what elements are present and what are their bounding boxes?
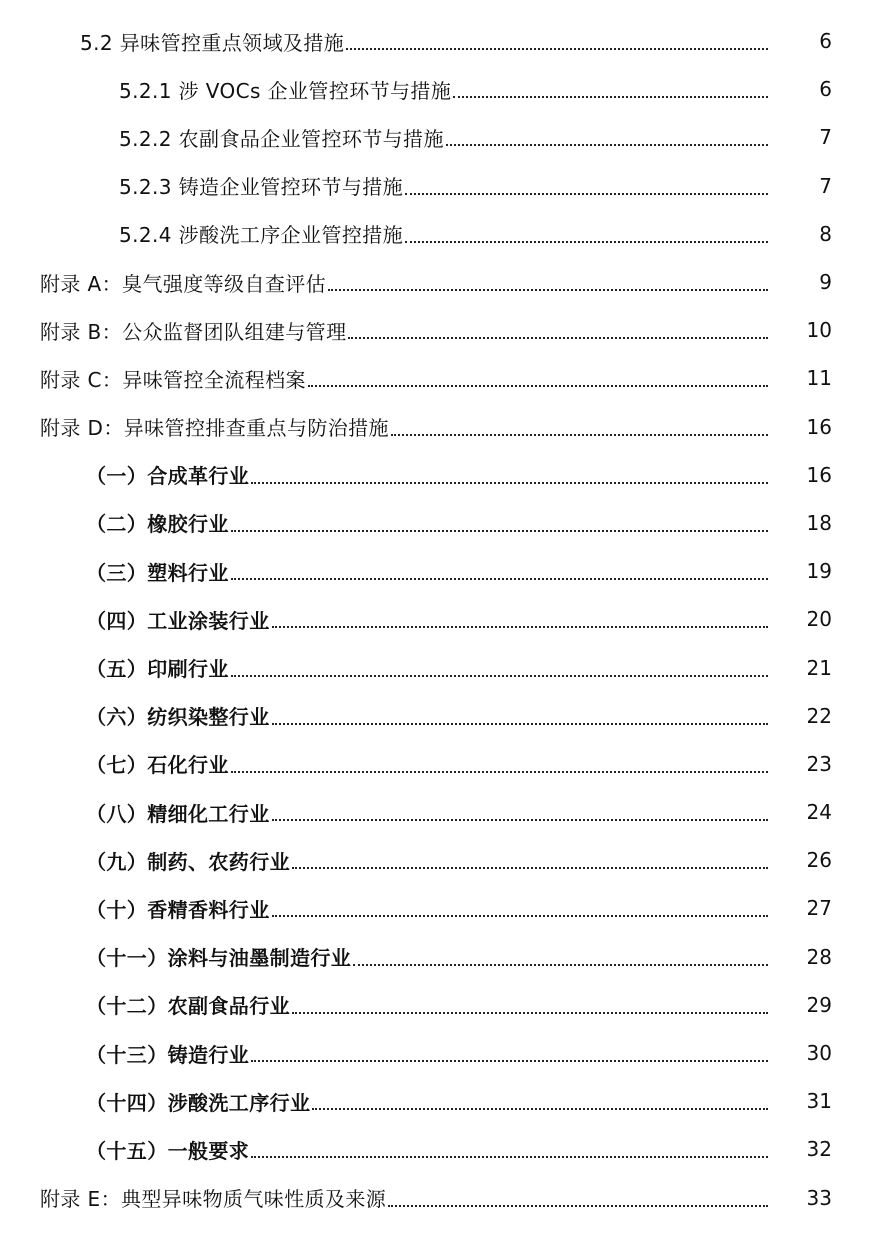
toc-entry-title: （三）塑料行业 xyxy=(86,560,229,585)
dot-leader xyxy=(328,289,768,291)
dot-leader xyxy=(231,675,768,677)
toc-entry[interactable] xyxy=(0,499,892,547)
toc-entry-page-number: 16 xyxy=(806,414,832,439)
toc-entry[interactable] xyxy=(0,981,892,1029)
toc-entry[interactable] xyxy=(0,210,892,258)
dot-leader xyxy=(251,1060,768,1062)
dot-leader xyxy=(251,482,768,484)
toc-entry-title: 附录 A：臭气强度等级自查评估 xyxy=(40,271,327,296)
toc-entry[interactable] xyxy=(0,595,892,643)
toc-entry-page-number: 8 xyxy=(819,221,832,246)
dot-leader xyxy=(308,385,768,387)
toc-entry-page-number: 33 xyxy=(806,1185,832,1210)
toc-entry-page-number: 32 xyxy=(806,1137,832,1162)
dot-leader xyxy=(272,819,768,821)
toc-entry-title: 附录 E：典型异味物质气味性质及来源 xyxy=(40,1187,387,1212)
toc-entry[interactable] xyxy=(0,836,892,884)
toc-entry[interactable] xyxy=(0,788,892,836)
toc-entry-page-number: 6 xyxy=(819,77,832,102)
dot-leader xyxy=(272,723,768,725)
toc-entry[interactable] xyxy=(0,933,892,981)
toc-entry-title: （十二）农副食品行业 xyxy=(86,994,290,1019)
toc-entry-title: （五）印刷行业 xyxy=(86,657,229,682)
dot-leader xyxy=(312,1108,768,1110)
dot-leader xyxy=(391,434,768,436)
toc-entry-page-number: 16 xyxy=(806,462,832,487)
toc-entry[interactable] xyxy=(0,17,892,65)
toc-entry-page-number: 22 xyxy=(806,703,832,728)
dot-leader xyxy=(292,1012,768,1014)
toc-entry-page-number: 9 xyxy=(819,270,832,295)
dot-leader xyxy=(405,241,768,243)
toc-entry-page-number: 19 xyxy=(806,559,832,584)
toc-entry[interactable] xyxy=(0,740,892,788)
toc-entry-title: （四）工业涂装行业 xyxy=(86,608,270,633)
dot-leader xyxy=(231,578,768,580)
toc-entry[interactable] xyxy=(0,354,892,402)
toc-entry[interactable] xyxy=(0,692,892,740)
dot-leader xyxy=(388,1205,768,1207)
dot-leader xyxy=(348,337,768,339)
dot-leader xyxy=(453,96,768,98)
toc-entry[interactable] xyxy=(0,1125,892,1173)
toc-entry[interactable] xyxy=(0,403,892,451)
toc-entry[interactable] xyxy=(0,643,892,691)
toc-entry-title: 附录 D：异味管控排查重点与防治措施 xyxy=(40,416,389,441)
dot-leader xyxy=(231,771,768,773)
toc-entry-title: 5.2.2 农副食品企业管控环节与措施 xyxy=(119,126,444,151)
table-of-contents xyxy=(0,17,892,1222)
toc-entry-title: （九）制药、农药行业 xyxy=(86,849,290,874)
toc-entry-title: （七）石化行业 xyxy=(86,753,229,778)
dot-leader xyxy=(405,193,768,195)
dot-leader xyxy=(446,144,768,146)
toc-entry-page-number: 23 xyxy=(806,751,832,776)
toc-entry-title: 附录 C：异味管控全流程档案 xyxy=(40,367,306,392)
toc-entry-title: （六）纺织染整行业 xyxy=(86,705,270,730)
dot-leader xyxy=(292,867,768,869)
toc-entry-page-number: 7 xyxy=(819,125,832,150)
toc-entry-page-number: 6 xyxy=(819,29,832,54)
toc-entry-title: （一）合成革行业 xyxy=(86,464,250,489)
toc-entry-page-number: 30 xyxy=(806,1041,832,1066)
toc-entry-page-number: 29 xyxy=(806,992,832,1017)
dot-leader xyxy=(231,530,768,532)
toc-entry[interactable] xyxy=(0,258,892,306)
toc-entry-title: （八）精细化工行业 xyxy=(86,801,270,826)
toc-entry-title: 5.2.3 铸造企业管控环节与措施 xyxy=(119,175,404,200)
toc-entry[interactable] xyxy=(0,884,892,932)
toc-entry-page-number: 26 xyxy=(806,848,832,873)
toc-entry-page-number: 28 xyxy=(806,944,832,969)
toc-entry[interactable] xyxy=(0,65,892,113)
dot-leader xyxy=(272,626,768,628)
toc-entry-page-number: 21 xyxy=(806,655,832,680)
toc-entry-page-number: 18 xyxy=(806,510,832,535)
toc-entry[interactable] xyxy=(0,451,892,499)
toc-entry-page-number: 11 xyxy=(806,366,832,391)
toc-entry-title: 5.2 异味管控重点领域及措施 xyxy=(80,30,345,55)
toc-entry-title: 5.2.1 涉 VOCs 企业管控环节与措施 xyxy=(119,78,452,103)
toc-entry[interactable] xyxy=(0,547,892,595)
toc-entry[interactable] xyxy=(0,306,892,354)
toc-entry-title: （十一）涂料与油墨制造行业 xyxy=(86,946,352,971)
toc-entry[interactable] xyxy=(0,113,892,161)
toc-entry-title: （十四）涉酸洗工序行业 xyxy=(86,1090,311,1115)
toc-entry-page-number: 24 xyxy=(806,800,832,825)
toc-entry-page-number: 7 xyxy=(819,173,832,198)
toc-entry-title: （十三）铸造行业 xyxy=(86,1042,250,1067)
toc-entry-title: 附录 B：公众监督团队组建与管理 xyxy=(40,319,347,344)
dot-leader xyxy=(346,48,768,50)
toc-entry-title: （十）香精香料行业 xyxy=(86,897,270,922)
dot-leader xyxy=(251,1156,768,1158)
toc-entry-title: （十五）一般要求 xyxy=(86,1138,250,1163)
toc-entry-page-number: 31 xyxy=(806,1089,832,1114)
dot-leader xyxy=(272,915,768,917)
toc-entry-page-number: 10 xyxy=(806,318,832,343)
toc-entry[interactable] xyxy=(0,1174,892,1222)
toc-entry[interactable] xyxy=(0,1029,892,1077)
dot-leader xyxy=(353,964,768,966)
toc-entry-title: 5.2.4 涉酸洗工序企业管控措施 xyxy=(119,223,404,248)
toc-entry-title: （二）橡胶行业 xyxy=(86,512,229,537)
toc-entry[interactable] xyxy=(0,162,892,210)
toc-entry-page-number: 20 xyxy=(806,607,832,632)
toc-entry[interactable] xyxy=(0,1077,892,1125)
toc-entry-page-number: 27 xyxy=(806,896,832,921)
